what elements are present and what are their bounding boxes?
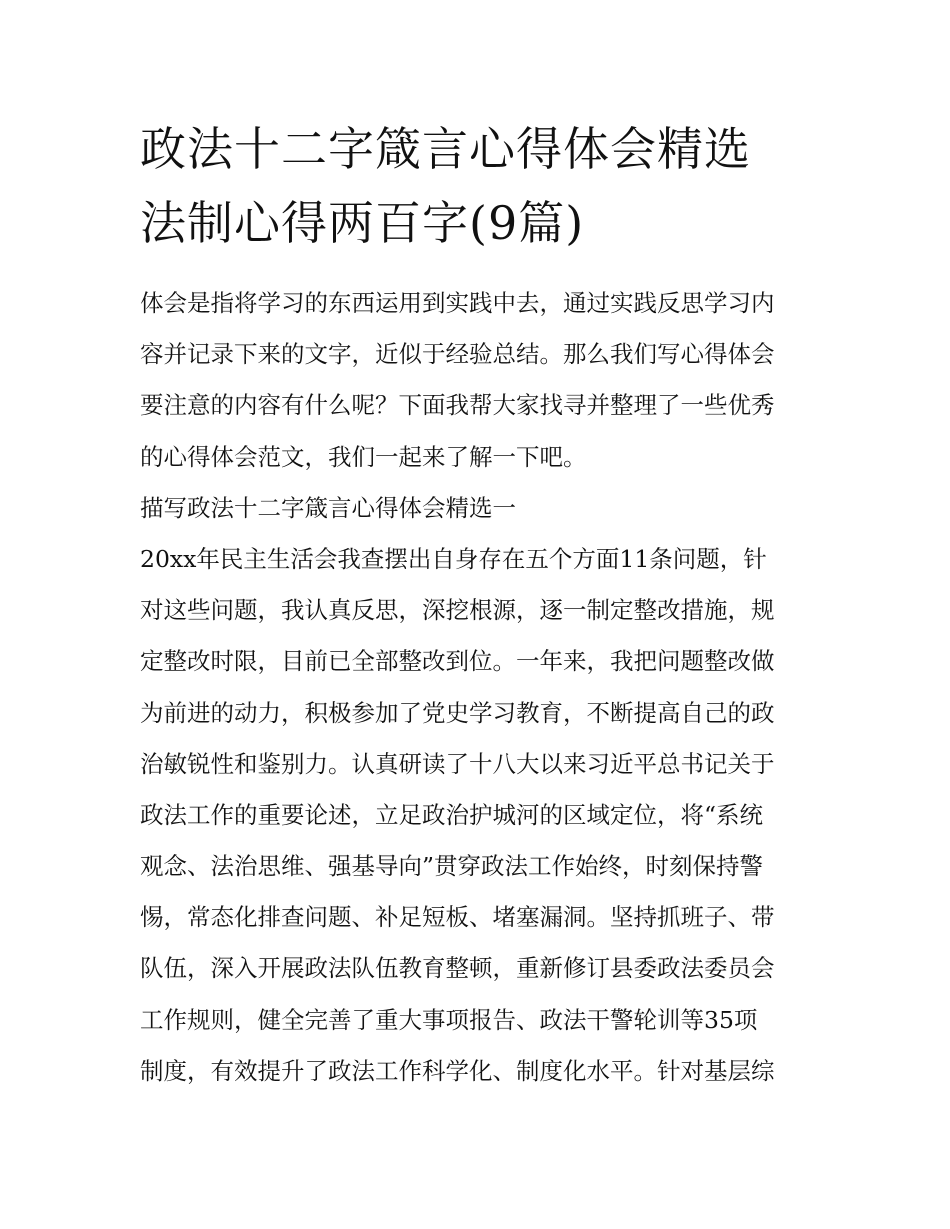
title-line-2: 法制心得两百字(9篇)	[140, 196, 585, 250]
section-line-9: 队伍，深入开展政法队伍教育整顿，重新修订县委政法委员会	[140, 954, 775, 983]
section-line-3: 定整改时限，目前已全部整改到位。一年来，我把问题整改做	[140, 647, 775, 676]
section-line-7: 观念、法治思维、强基导向”贯穿政法工作始终，时刻保持警	[140, 852, 764, 881]
section-line-4: 为前进的动力，积极参加了党史学习教育，不断提高自己的政	[140, 698, 775, 727]
section-line-6: 政法工作的重要论述，立足政治护城河的区域定位，将“系统	[140, 800, 764, 829]
section-line-11: 制度，有效提升了政法工作科学化、制度化水平。针对基层综	[140, 1056, 775, 1085]
section-paragraph	[140, 534, 820, 1097]
title-line-1: 政法十二字箴言心得体会精选	[140, 122, 751, 176]
section-line-1: 20xx年民主生活会我查摆出自身存在五个方面11条问题，针	[140, 544, 767, 573]
section-heading: 描写政法十二字箴言心得体会精选一	[140, 493, 516, 522]
document-title	[140, 112, 820, 260]
section-line-8: 惕，常态化排查问题、补足短板、堵塞漏洞。坚持抓班子、带	[140, 903, 775, 932]
intro-line-4: 的心得体会范文，我们一起来了解一下吧。	[140, 442, 587, 471]
document-body	[140, 278, 820, 1097]
intro-paragraph	[140, 278, 820, 483]
section-line-2: 对这些问题，我认真反思，深挖根源，逐一制定整改措施，规	[140, 596, 775, 625]
section-line-5: 治敏锐性和鉴别力。认真研读了十八大以来习近平总书记关于	[140, 749, 775, 778]
intro-line-1: 体会是指将学习的东西运用到实践中去，通过实践反思学习内	[140, 289, 775, 317]
section-line-10: 工作规则，健全完善了重大事项报告、政法干警轮训等35项	[140, 1005, 758, 1034]
intro-line-2: 容并记录下来的文字，近似于经验总结。那么我们写心得体会	[140, 340, 775, 369]
intro-line-3: 要注意的内容有什么呢？下面我帮大家找寻并整理了一些优秀	[140, 391, 775, 420]
